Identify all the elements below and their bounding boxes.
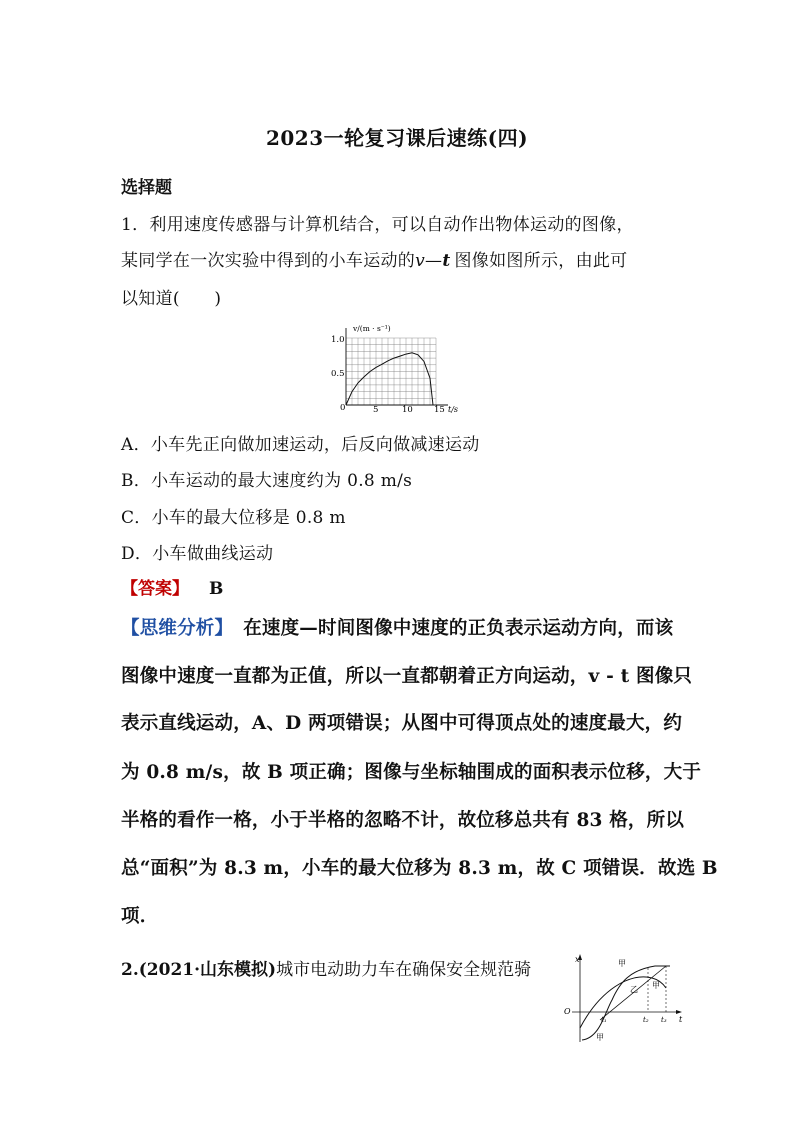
answer-value: B	[209, 579, 224, 599]
xt-label-yi: 乙	[630, 985, 638, 994]
option-d: D．小车做曲线运动	[121, 544, 274, 564]
vt-ytick-0: 0	[340, 403, 346, 413]
q1-stem-line-3: 以知道( )	[121, 289, 222, 309]
section-heading: 选择题	[121, 178, 172, 198]
analysis-line-5: 半格的看作一格，小于半格的忽略不计，故位移总共有 83 格，所以	[121, 810, 685, 831]
xt-graph	[560, 950, 690, 1045]
xt-x-label: t	[679, 1015, 683, 1024]
xt-origin: O	[564, 1007, 571, 1016]
vt-ytick-1: 1.0	[331, 335, 345, 345]
answer-tag: 【答案】	[121, 579, 189, 599]
analysis-line-7: 项．	[121, 906, 159, 927]
vt-xtick-15: 15	[434, 405, 445, 415]
q1-stem-dash: —	[425, 251, 443, 271]
q1-stem-line-2	[121, 246, 627, 271]
vt-graph-grid	[346, 338, 436, 405]
vt-xlabel: t/s	[448, 405, 459, 414]
analysis-line-1	[121, 614, 681, 640]
vt-ylabel: v/(m · s⁻¹)	[353, 324, 391, 333]
xt-x-arrow	[676, 1010, 682, 1014]
xt-y-label: x	[575, 955, 580, 964]
xt-label-jia-right: 甲	[652, 981, 660, 990]
xt-tick-t2: t₂	[643, 1016, 649, 1024]
analysis-text-1: 在速度—时间图像中速度的正负表示运动方向，而该	[243, 618, 674, 639]
q2-text: 城市电动助力车在确保安全规范骑	[276, 960, 532, 980]
page-title: 2023一轮复习课后速练(四)	[265, 126, 529, 150]
q1-stem-line-1: 1．利用速度传感器与计算机结合，可以自动作出物体运动的图像，	[121, 215, 634, 235]
analysis-line-4: 为 0.8 m/s，故 B 项正确；图像与坐标轴围成的面积表示位移，大于	[121, 762, 702, 783]
option-a: A．小车先正向做加速运动，后反向做减速运动	[121, 435, 480, 455]
option-b: B．小车运动的最大速度约为 0.8 m/s	[121, 471, 413, 491]
analysis-line-6: 总“面积”为 8.3 m，小车的最大位移为 8.3 m，故 C 项错误．故选 B	[121, 858, 718, 879]
q2-number: 2.	[121, 960, 139, 980]
xt-curve-jia	[582, 966, 670, 1040]
vt-curve-series	[346, 353, 433, 405]
vt-xtick-10: 10	[402, 405, 413, 415]
vt-ytick-05: 0.5	[331, 369, 345, 379]
analysis-line-3: 表示直线运动，A、D 两项错误；从图中可得顶点处的速度最大，约	[121, 713, 683, 734]
q1-stem-v: v	[415, 251, 426, 271]
vt-xtick-5: 5	[373, 405, 379, 415]
q1-stem-text-a: 某同学在一次实验中得到的小车运动的	[121, 251, 416, 271]
xt-tick-t1: t₁	[601, 1016, 607, 1024]
q2-stem	[121, 955, 531, 980]
vt-graph-axes	[346, 328, 448, 405]
answer-row	[121, 574, 223, 599]
q1-stem-t: t	[442, 251, 451, 271]
xt-label-jia-top: 甲	[618, 959, 626, 968]
option-c: C．小车的最大位移是 0.8 m	[121, 508, 346, 528]
q1-stem-text-b: 图像如图所示，由此可	[454, 251, 628, 271]
xt-label-jia-bottom: 甲	[596, 1033, 604, 1042]
q2-source: (2021·山东模拟)	[138, 960, 277, 980]
analysis-line-2: 图像中速度一直都为正值，所以一直都朝着正方向运动，v - t 图像只	[121, 666, 693, 687]
xt-tick-t3: t₃	[661, 1016, 667, 1024]
vt-graph	[326, 320, 476, 420]
analysis-tag: 【思维分析】	[121, 618, 234, 639]
